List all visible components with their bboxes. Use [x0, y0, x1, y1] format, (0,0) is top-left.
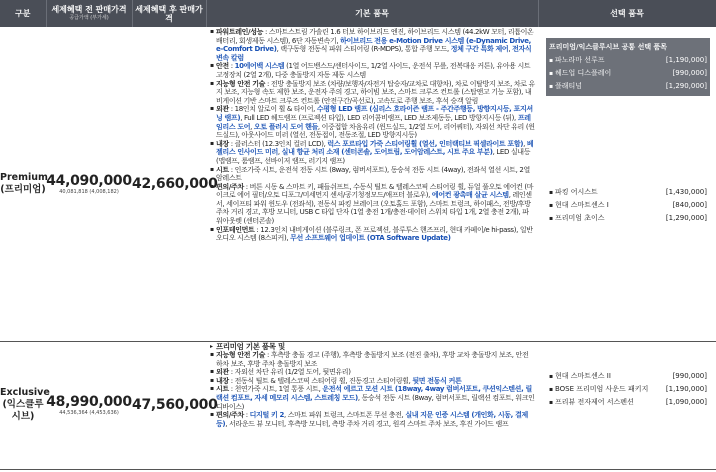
list-item: ▪ 외관 : 18인치 알로이 휠 & 타이어, 수평형 LED 램프 (심리스 호라이즌 램프 - 주간주행등, 방향지시등, 포지셔닝 램프), Full LED 헤드램프 (프로젝션 타입), LED 리어콤비램프, LED 보조제동등, LED 방향지시등 (뒤), 프레임리스 도어, 오토 플러시 도어 핸들, 이중접합 차음유리 (윈드실드, 1/2열 도어, 리어쿼터), 자외선 차단 유리 (윈드실드), 아웃사이드 미러 (열선, 전동접이, 전동조절, LED 방향지시등)	[210, 105, 535, 139]
option-item: ▪ 파킹 어시스트 [1,430,000]	[549, 186, 707, 199]
price-before-tax: 44,090,000 40,081,818 (4,008,182)	[46, 27, 132, 341]
list-item: ▪ 편의/주차 : 버튼 시동 & 스마트 키, 패들쉬프트, 수동식 틸트 & 텔레스코픽 스티어링 휠, 듀얼 풀오토 에어컨 (마이크로 에어 필터/오토 디포그/미세먼지 센서/공기청정모드/애프터 블로우), 에어컨 광촉매 살균 시스템, 레인센서, 세이프티 파워 윈도우 (전좌석), 전동식 파킹 브레이크 (오토홀드 포함), 스마트 트렁크, 하이패스, 전방/후방 주차 거리 경고, 후방 모니터, USB C 타입 단자 (1열 충전 1개/충전·데이터 스위치 타입 1개, 2열 충전 2개), 파워아웃렛 (센터콘솔)	[210, 183, 535, 226]
header-price-after: 세제혜택 후 판매가격	[132, 0, 206, 27]
option-item: ▪ 프리뷰 전자제어 서스펜션 [1,090,000]	[549, 396, 707, 409]
price-after-tax: 47,560,000	[132, 341, 206, 469]
option-item: ▪ BOSE 프리미엄 사운드 패키지 [1,190,000]	[549, 383, 707, 396]
list-item: ▪ 안전 : 10에어백 시스템 (1열 어드밴스드/센터사이드, 1/2열 사이드, 운전석 무릎, 전복대응 커튼), 유아용 시트 고정장치 (2열 2개), 다중 충돌방지 자동 제동 시스템	[210, 62, 535, 79]
list-item: ▪ 시트 : 천연가죽 시트, 1열 통풍 시트, 운전석 에르고 모션 시트 (18way, 4way 럼버서포트, 쿠션익스텐션, 릴랙션 컴포트, 자세 메모리 시스템, 스트레칭 모드), 동승석 전동 시트 (8way, 럼버서포트, 릴랙션 컴포트, 워크인 디바이스)	[210, 385, 535, 411]
list-item: ▪ 내장 : 클러스터 (12.3인치 컬러 LCD), 럭스 포르타입 가죽 스티어링휠 (열선, 인터랙티브 픽셀라이트 포함), 베젤리스 인사이드 미러, 실내 향균 처리 소재 (센터콘솔, 도어트림, 도어암레스트, 시트 주요 부분), LED 실내등 (맵램프, 룸램프, 선바이저 램프, 러기지 램프)	[210, 140, 535, 166]
header-row	[0, 0, 716, 27]
option-item: ▪ 현대 스마트센스 I [840,000]	[549, 199, 707, 212]
trim-name: Premium (프리미엄)	[0, 27, 46, 341]
option-item: ▪ 현대 스마트센스 II [990,000]	[549, 370, 707, 383]
price-after-tax: 42,660,000	[132, 27, 206, 341]
trim-row-exclusive	[0, 341, 716, 469]
list-heading: ▸ 프리미엄 기본 품목 및	[210, 343, 535, 352]
header-option-items: 선택 품목	[538, 0, 716, 27]
basic-items	[206, 341, 538, 469]
list-item: ▪ 인포테인먼트 : 12.3인치 내비게이션 (블루링크, 폰 프로젝션, 블루투스 핸즈프리, 현대 카페이/e hi-pass), 일반 오디오 시스템 (8스피커), 무선 소프트웨어 업데이트 (OTA Software Update)	[210, 226, 535, 243]
list-item: ▪ 파워트레인/성능 : 스마트스트림 가솔린 1.6 터보 하이브리드 엔진, 하이브리드 시스템 (44.2kW 모터, 리튬이온 배터리, 회생제동 시스템), 6단 자동변속기, 하이브리드 전용 e-Motion Drive 시스템 (e-Dynamic Drive, e-Comfort Drive), 랙구동형 전동식 파워 스티어링 (R-MDPS), 통합 주행 모드, 정체 구간 특화 제어, 전자식 변속 칼럼	[210, 28, 535, 62]
list-item: ▪ 지능형 안전 기술 : 전방 충돌방지 보조 (차량/보행자/자전거 탑승자/교차로 대향차), 차로 이탈방지 보조, 차로 유지 보조, 지능형 속도 제한 보조, 운전자 주의 경고, 하이빔 보조, 스마트 크루즈 컨트롤 (스탑앤고 기능 포함), 내비게이션 기반 스마트 크루즈 컨트롤 (안전구간/곡선로), 고속도로 주행 보조, 후석 승객 알림	[210, 80, 535, 106]
list-item: ▪ 시트 : 인조가죽 시트, 운전석 전동 시트 (8way, 럼버서포트), 동승석 전동 시트 (4way), 전좌석 열선 시트, 2열 암레스트	[210, 166, 535, 183]
option-item: ▪ 플래티넘 [1,290,000]	[549, 80, 707, 93]
common-option-box	[546, 38, 710, 96]
common-option-title: 프리미엄/익스클루시브 공통 선택 품목	[549, 43, 668, 51]
trim-row-premium	[0, 27, 716, 341]
price-before-tax: 48,990,000 44,536,364 (4,453,636)	[46, 341, 132, 469]
trim-name: Exclusive (익스클루시브)	[0, 341, 46, 469]
option-list	[546, 370, 710, 409]
option-items	[538, 341, 716, 469]
list-item: ▪ 지능형 안전 기술 : 후측방 충돌 경고 (주행), 후측방 충돌방지 보조 (전진 출차), 후방 교차 충돌방지 보조, 안전 하차 보조, 후방 주차 충돌방지 보조	[210, 351, 535, 368]
option-list	[546, 186, 710, 225]
basic-items	[206, 27, 538, 341]
header-price-before: 세제혜택 전 판매가격 공급가액 (부가세)	[46, 0, 132, 27]
header-trim: 구분	[0, 0, 46, 27]
list-item: ▪ 내장 : 전동식 틸트 & 텔레스코픽 스티어링 휠, 진동경고 스티어링휠, 뒷면 전동식 커튼	[210, 377, 535, 386]
option-items	[538, 27, 716, 341]
list-item: ▪ 편의/주차 : 디지털 키 2, 스마트 파워 트렁크, 스마트폰 무선 충전, 실내 지문 인증 시스템 (개인화, 시동, 결제 등), 서라운드 뷰 모니터, 후측방 모니터, 측방 주차 거리 경고, 원격 스마트 주차 보조, 후진 가이드 램프	[210, 411, 535, 428]
list-item: ▪ 외관 : 자외선 차단 유리 (1/2열 도어, 뒷면유리)	[210, 368, 535, 377]
header-basic-items: 기본 품목	[206, 0, 538, 27]
option-item: ▪ 파노라마 선루프 [1,190,000]	[549, 54, 707, 67]
option-item: ▪ 프리미엄 초이스 [1,290,000]	[549, 212, 707, 225]
option-item: ▪ 헤드업 디스플레이 [990,000]	[549, 67, 707, 80]
